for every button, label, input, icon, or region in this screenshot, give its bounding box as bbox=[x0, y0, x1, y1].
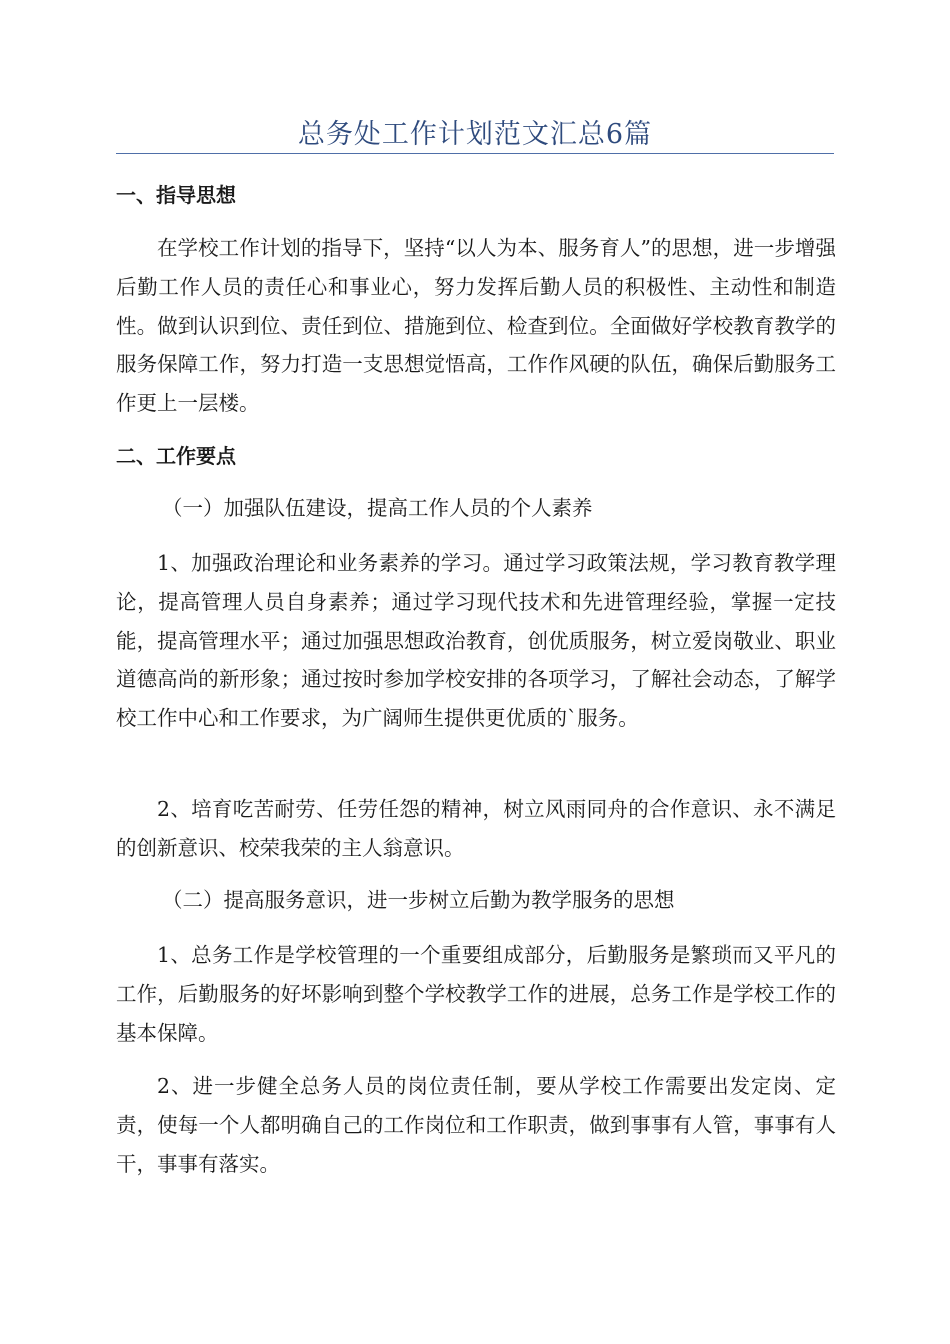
paragraph-item-2-spirit: 2、培育吃苦耐劳、任劳任怨的精神，树立风雨同舟的合作意识、永不满足的创新意识、校荣我荣的主人翁意识。 bbox=[116, 797, 836, 860]
title-underline bbox=[116, 153, 834, 154]
section-heading-work-points: 二、工作要点 bbox=[116, 444, 236, 468]
subsection-heading-service-awareness: （二）提高服务意识，进一步树立后勤为教学服务的思想 bbox=[162, 888, 675, 912]
document-title: 总务处工作计划范文汇总6篇 bbox=[297, 119, 653, 150]
paragraph-item-1-study: 1、加强政治理论和业务素养的学习。通过学习政策法规，学习教育教学理论，提高管理人员自身素养；通过学习现代技术和先进管理经验，掌握一定技能，提高管理水平；通过加强思想政治教育，创优质服务，树立爱岗敬业、职业道德高尚的新形象；通过按时参加学校安排的各项学习，了解社会动态，了解学校工作中心和工作要求，为广阔师生提供更优质的`服务。 bbox=[116, 551, 836, 731]
section-heading-guiding-thought: 一、指导思想 bbox=[116, 183, 236, 207]
paragraph-item-1-logistics: 1、总务工作是学校管理的一个重要组成部分，后勤服务是繁琐而又平凡的工作，后勤服务的好坏影响到整个学校教学工作的进展，总务工作是学校工作的基本保障。 bbox=[116, 943, 836, 1045]
subsection-heading-team-building: （一）加强队伍建设，提高工作人员的个人素养 bbox=[162, 496, 593, 520]
paragraph-guiding-thought: 在学校工作计划的指导下，坚持“以人为本、服务育人”的思想，进一步增强后勤工作人员的责任心和事业心，努力发挥后勤人员的积极性、主动性和制造性。做到认识到位、责任到位、措施到位、检查到位。全面做好学校教育教学的服务保障工作，努力打造一支思想觉悟高，工作作风硬的队伍，确保后勤服务工作更上一层楼。 bbox=[116, 236, 836, 416]
paragraph-item-2-responsibility: 2、进一步健全总务人员的岗位责任制，要从学校工作需要出发定岗、定责，使每一个人都明确自己的工作岗位和工作职责，做到事事有人管，事事有人干，事事有落实。 bbox=[116, 1074, 836, 1176]
